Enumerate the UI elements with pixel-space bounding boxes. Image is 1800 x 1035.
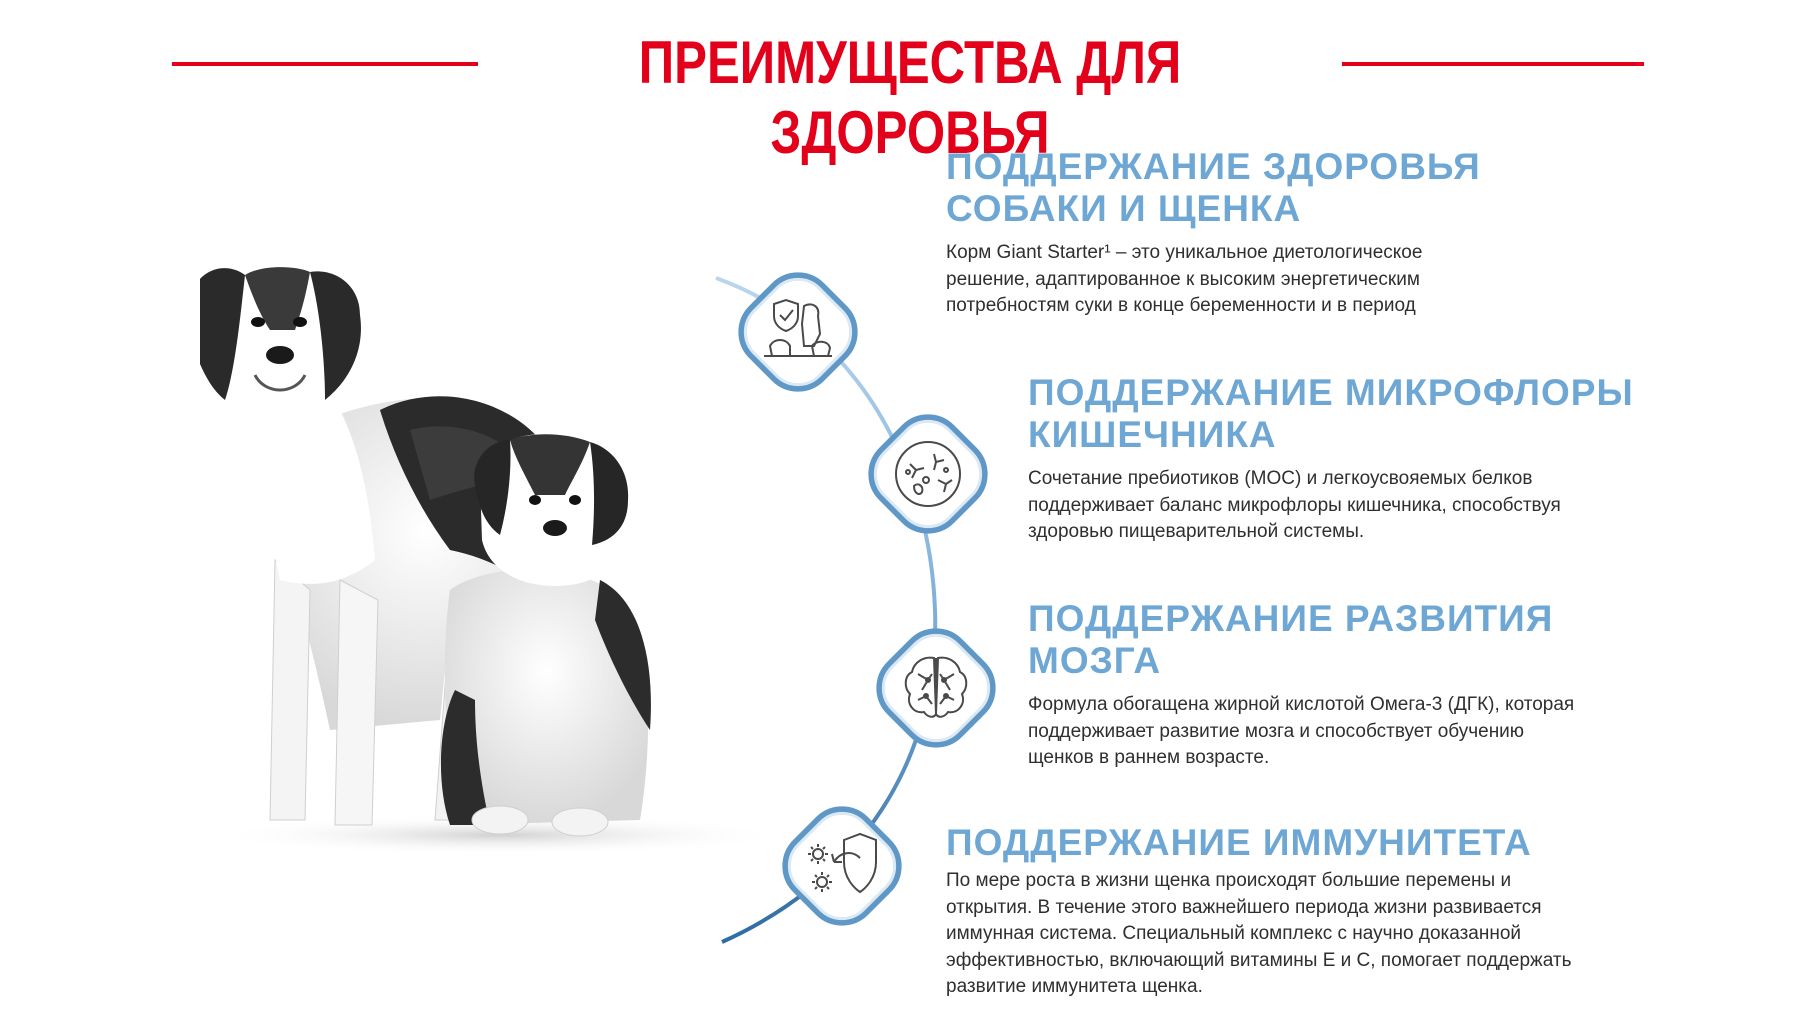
benefit-text-line: здоровью пищеварительной системы. (1028, 521, 1365, 542)
benefit-text-line: поддерживает баланс микрофлоры кишечника, способствуя (1028, 494, 1561, 516)
benefit-text-line: щенков в раннем возрасте. (1028, 747, 1270, 768)
benefit-microflora (1028, 372, 1634, 546)
immune-shield-badge (772, 796, 912, 936)
benefit-text-line: решение, адаптированное к высоким энергетическим (946, 268, 1420, 290)
header-rule-left (172, 62, 478, 66)
benefit-text (1028, 692, 1574, 772)
benefit-text-line: развитие иммунитета щенка. (946, 976, 1203, 997)
benefit-text-line: иммунная система. Специальный комплекс с научно доказанной (946, 923, 1522, 944)
benefit-text-line: Сочетание пребиотиков (МОС) и легкоусвояемых белков (1028, 468, 1533, 489)
benefit-title (1028, 372, 1634, 456)
benefit-text-line: поддерживает развитие мозга и способствует обучению (1028, 720, 1525, 742)
microflora-badge (858, 404, 998, 544)
mother-and-puppies-icon (760, 294, 836, 370)
benefit-mother-puppy (946, 146, 1481, 320)
benefit-title-line: МОЗГА (1028, 640, 1162, 681)
benefit-text-line: потребностям суки в конце беременности и в период (946, 295, 1416, 316)
benefit-brain (1028, 598, 1574, 772)
page-title: ПРЕИМУЩЕСТВА ДЛЯ ЗДОРОВЬЯ (638, 29, 1182, 166)
benefit-title (1028, 598, 1574, 682)
benefit-text-line: эффективностью, включающий витамины Е и С, помогает поддержать (946, 949, 1572, 971)
microflora-icon (890, 436, 966, 512)
benefit-title-line: ПОДДЕРЖАНИЕ ЗДОРОВЬЯ (946, 146, 1481, 187)
benefit-text-line: Корм Giant Starter¹ – это уникальное диетологическое (946, 242, 1423, 263)
benefit-title (946, 146, 1481, 230)
benefit-title-line: ПОДДЕРЖАНИЕ ИММУНИТЕТА (946, 822, 1532, 863)
benefit-text-line: По мере роста в жизни щенка происходят большие перемены и (946, 870, 1512, 891)
benefit-text (946, 240, 1481, 320)
benefit-text (1028, 466, 1634, 546)
mother-and-puppies-badge (728, 262, 868, 402)
benefit-title-line: СОБАКИ И ЩЕНКА (946, 188, 1302, 229)
benefit-text-line: открытия. В течение этого важнейшего периода жизни развивается (946, 896, 1542, 918)
benefit-immunity (946, 822, 1572, 1001)
immune-shield-icon (804, 828, 880, 904)
benefit-title-line: КИШЕЧНИКА (1028, 414, 1277, 455)
header-rule-right (1342, 62, 1644, 66)
brain-badge (866, 618, 1006, 758)
benefit-text-line: Формула обогащена жирной кислотой Омега-3 (ДГК), которая (1028, 694, 1575, 715)
benefit-text (946, 868, 1572, 1001)
brain-icon (898, 650, 974, 726)
dogs-photo (200, 260, 800, 860)
benefit-title-line: ПОДДЕРЖАНИЕ МИКРОФЛОРЫ (1028, 372, 1634, 413)
benefit-title (946, 822, 1572, 864)
benefit-title-line: ПОДДЕРЖАНИЕ РАЗВИТИЯ (1028, 598, 1554, 639)
